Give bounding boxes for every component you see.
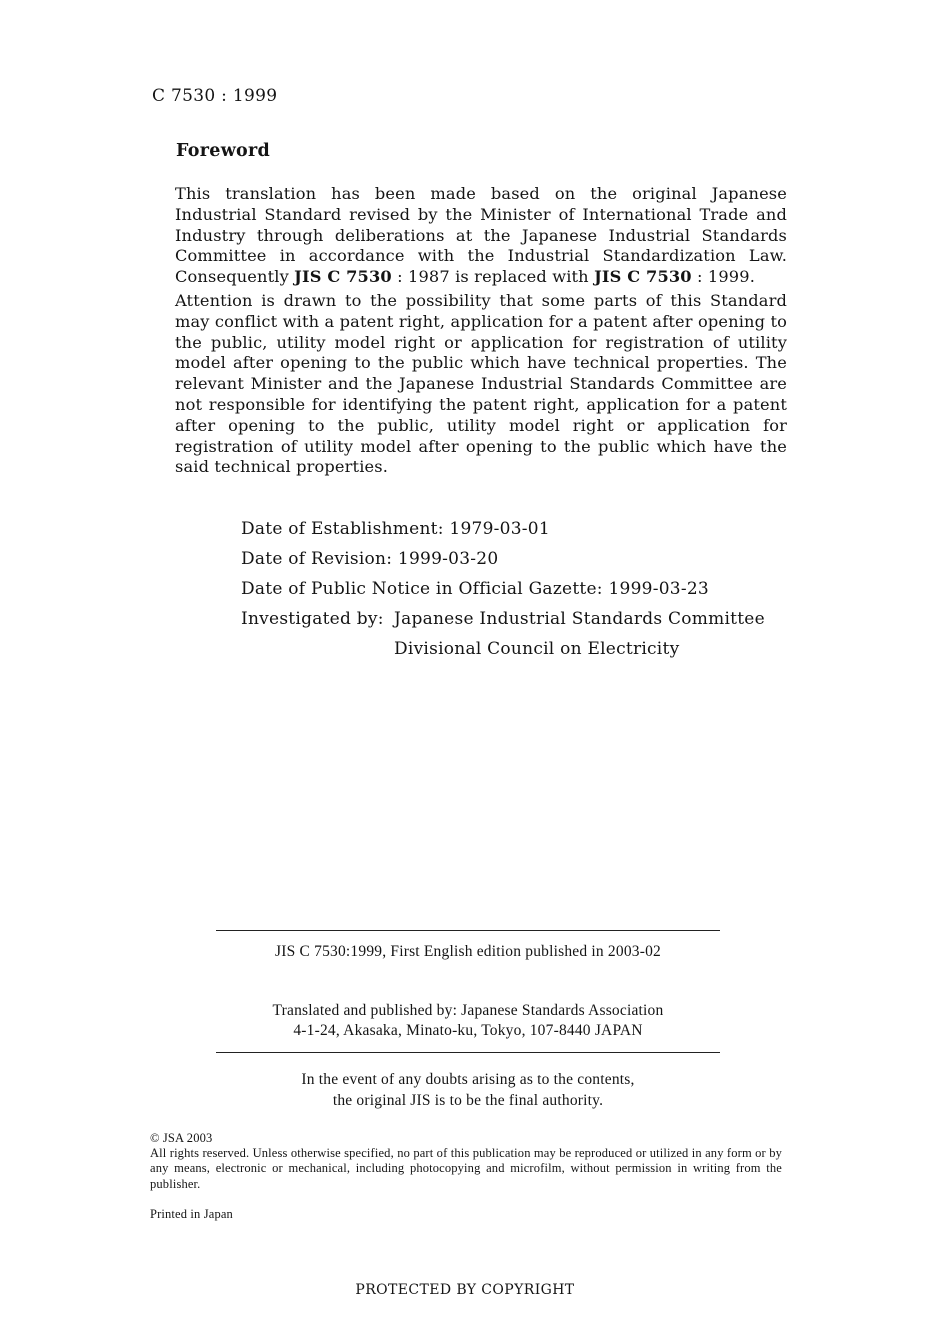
dates-block <box>241 514 765 664</box>
investigated-line-1: Japanese Industrial Standards Committee <box>394 609 765 629</box>
authority-notice-line-2: the original JIS is to be the final authority. <box>332 1092 604 1109</box>
foreword-heading: Foreword <box>176 141 271 161</box>
document-code: C 7530 : 1999 <box>152 86 278 106</box>
copyright-line: © JSA 2003 <box>150 1131 213 1145</box>
para1-text-c: : 1999. <box>691 267 755 287</box>
notice-label: Date of Public Notice in Official Gazette: <box>241 579 603 599</box>
para1-text-b: : 1987 is replaced with <box>391 267 595 287</box>
revision-date-row <box>241 544 765 574</box>
notice-date-row <box>241 574 765 604</box>
printed-in: Printed in Japan <box>150 1207 233 1221</box>
publisher-address: 4-1-24, Akasaka, Minato-ku, Tokyo, 107-8440 JAPAN <box>293 1022 643 1039</box>
foreword-paragraph-1 <box>175 184 787 288</box>
establishment-value: 1979-03-01 <box>449 519 550 539</box>
authority-notice-line-1: In the event of any doubts arising as to the contents, <box>301 1071 635 1088</box>
legal-block <box>150 1131 782 1192</box>
divider-top <box>216 930 720 931</box>
protected-by-copyright-footer: PROTECTED BY COPYRIGHT <box>355 1282 575 1298</box>
edition-statement: JIS C 7530:1999, First English edition published in 2003-02 <box>275 943 661 960</box>
revision-label: Date of Revision: <box>241 549 393 569</box>
publisher-line-1: Translated and published by: Japanese Standards Association <box>272 1002 664 1019</box>
establishment-date-row <box>241 514 765 544</box>
authority-notice <box>216 1069 720 1111</box>
establishment-label: Date of Establishment: <box>241 519 444 539</box>
divider-bottom <box>216 1052 720 1053</box>
investigated-line-2: Divisional Council on Electricity <box>394 639 680 659</box>
investigated-label: Investigated by: <box>241 609 384 629</box>
notice-value: 1999-03-23 <box>608 579 709 599</box>
rights-statement: All rights reserved. Unless otherwise specified, no part of this publication may be reproduced or utilized in any form or by any means, electronic or mechanical, including photocopying and microfilm, without permission in writing from the publisher. <box>150 1146 782 1191</box>
para1-text-a: This translation has been made based on the original Japanese Industrial Standard revised by the Minister of International Trade and Industry through deliberations at the Japanese Industrial Standards Committee in accordance with the Industrial Standardization Law. Consequently <box>175 184 787 287</box>
investigated-by-row <box>241 604 765 664</box>
investigated-values <box>394 604 765 664</box>
old-standard-ref: JIS C 7530 <box>294 267 392 287</box>
new-standard-ref: JIS C 7530 <box>594 267 692 287</box>
publisher-block <box>216 1001 720 1041</box>
revision-value: 1999-03-20 <box>397 549 499 569</box>
foreword-paragraph-2: Attention is drawn to the possibility that some parts of this Standard may conflict with a patent right, application for a patent after opening to the public, utility model right or application for registration of utility model after opening to the public which have technical properties. The relevant Minister and the Japanese Industrial Standards Committee are not responsible for identifying the patent right, application for a patent after opening to the public, utility model right or application for registration of utility model after opening to the public which have the said technical properties. <box>175 291 787 477</box>
